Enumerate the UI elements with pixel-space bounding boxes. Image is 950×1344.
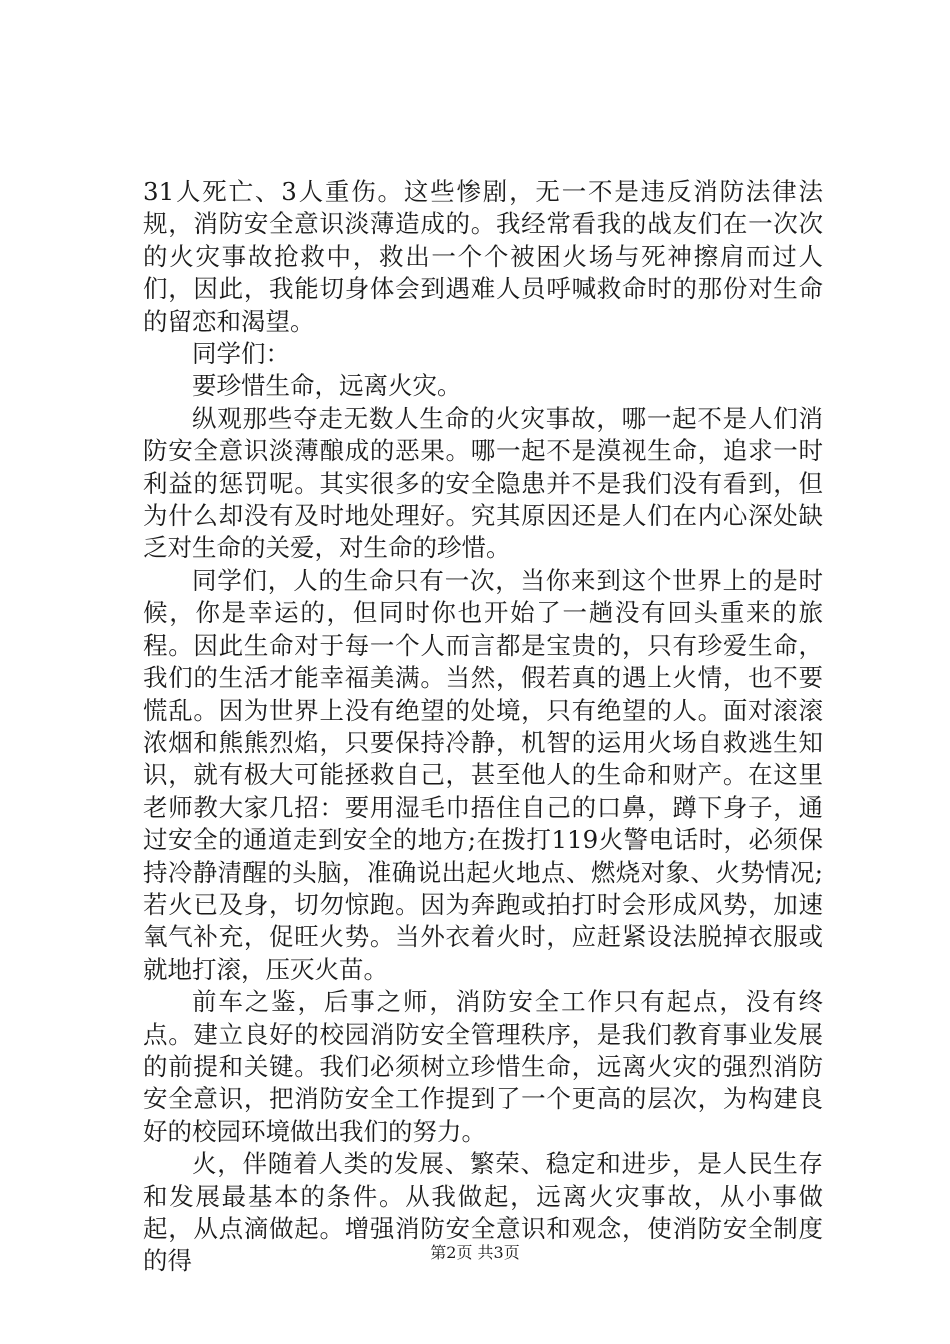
paragraph-5: 同学们，人的生命只有一次，当你来到这个世界上的是时候，你是幸运的，但同时你也开始了一趟没有回头重来的旅程。因此生命对于每一个人而言都是宝贵的，只有珍爱生命，我们的生活才能幸福美满。当然，假若真的遇上火情，也不要慌乱。因为世界上没有绝望的处境，只有绝望的人。面对滚滚浓烟和熊熊烈焰，只要保持冷静，机智的运用火场自救逃生知识，就有极大可能拯救自己，甚至他人的生命和财产。在这里老师教大家几招：要用湿毛巾捂住自己的口鼻，蹲下身子，通过安全的通道走到安全的地方;在拨打119火警电话时，必须保持冷静清醒的头脑，准确说出起火地点、燃烧对象、火势情况;若火已及身，切勿惊跑。因为奔跑或拍打时会形成风势，加速氧气补充，促旺火势。当外衣着火时，应赶紧设法脱掉衣服或就地打滚，压灭火苗。 [143,565,823,984]
document-body [143,176,823,1278]
page-footer: 第2页 共3页 [430,1243,520,1262]
paragraph-3: 要珍惜生命，远离火灾。 [192,371,462,401]
paragraph-7: 火，伴随着人类的发展、繁荣、稳定和进步，是人民生存和发展最基本的条件。从我做起，远离火灾事故，从小事做起，从点滴做起。增强消防安全意识和观念，使消防安全制度的得 [143,1149,823,1276]
paragraph-4: 纵观那些夺走无数人生命的火灾事故，哪一起不是人们消防安全意识淡薄酿成的恶果。哪一起不是漠视生命，追求一时利益的惩罚呢。其实很多的安全隐患并不是我们没有看到，但为什么却没有及时地处理好。究其原因还是人们在内心深处缺乏对生命的关爱，对生命的珍惜。 [143,403,823,563]
paragraph-1: 31人死亡、3人重伤。这些惨剧，无一不是违反消防法律法规，消防安全意识淡薄造成的。我经常看我的战友们在一次次的火灾事故抢救中，救出一个个被困火场与死神擦肩而过人们，因此，我能切身体会到遇难人员呼喊救命时的那份对生命的留恋和渴望。 [143,177,823,336]
paragraph-2: 同学们： [192,339,290,369]
paragraph-6: 前车之鉴，后事之师，消防安全工作只有起点，没有终点。建立良好的校园消防安全管理秩序，是我们教育事业发展的前提和关键。我们必须树立珍惜生命，远离火灾的强烈消防安全意识，把消防安全工作提到了一个更高的层次，为构建良好的校园环境做出我们的努力。 [143,987,823,1146]
